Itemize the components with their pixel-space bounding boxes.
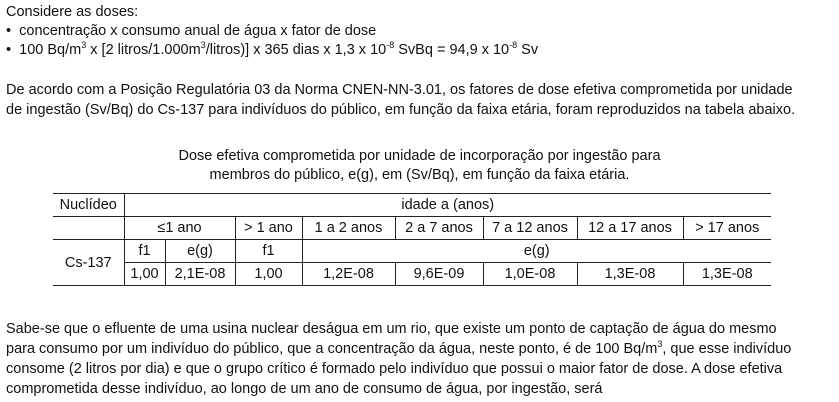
t: /litros)] x 365 dias x 1,3 x 10 — [205, 42, 387, 58]
value-cell: 9,6E-09 — [395, 263, 483, 286]
value-cell: 1,0E-08 — [483, 263, 577, 286]
age-group: 2 a 7 anos — [395, 217, 483, 240]
t: para consumo por um indivíduo do público, que a concentração da água, neste ponto, é de 100 Bq/m — [6, 341, 658, 357]
t: Sv — [517, 42, 539, 58]
table-caption-1: Dose efetiva comprometida por unidade de incorporação por ingestão para — [178, 148, 661, 164]
t: x [2 litros/1.000m — [86, 42, 201, 58]
sub-eg: e(g) — [302, 240, 771, 263]
table-caption-2: membros do público, e(g), em (Sv/Bq), em função da faixa etária. — [209, 167, 630, 183]
sub-eg: e(g) — [165, 240, 235, 263]
t: 3 — [200, 40, 206, 50]
para2-line3: consome (2 litros por dia) e que o grupo crítico é formado pelo indivíduo que possui o maior fator de dose. A dose efetiva — [6, 361, 783, 377]
para1-line1: De acordo com a Posição Regulatória 03 da Norma CNEN-NN-3.01, os fatores de dose efetiva comprometida por unidade — [6, 82, 793, 98]
age-header: idade a (anos) — [124, 194, 771, 217]
nuclide-header: Nuclídeo — [53, 194, 124, 217]
t: -8 — [386, 40, 395, 50]
t: 100 Bq/m — [19, 42, 82, 58]
t: SvBq = 94,9 x 10 — [394, 42, 510, 58]
value-cell: 1,00 — [235, 263, 302, 286]
value-cell: 1,00 — [124, 263, 165, 286]
value-cell: 1,2E-08 — [302, 263, 395, 286]
bullet-1: • concentração x consumo anual de água x fator de dose — [6, 23, 377, 39]
bullet-1-text: concentração x consumo anual de água x fator de dose — [19, 23, 377, 39]
para2-line1: Sabe-se que o efluente de uma usina nuclear deságua em um rio, que existe um ponto de captação de água do mesmo — [6, 321, 777, 337]
empty-cell — [53, 217, 124, 240]
age-group: 12 a 17 anos — [577, 217, 683, 240]
para1-line2: de ingestão (Sv/Bq) do Cs-137 para indivíduos do público, em função da faixa etária, foram reproduzidos na tabela abaixo. — [6, 102, 796, 118]
sub-f1: f1 — [124, 240, 165, 263]
intro-heading: Considere as doses: — [6, 4, 139, 20]
t: , que esse indivíduo — [662, 341, 792, 357]
value-cell: 2,1E-08 — [165, 263, 235, 286]
value-cell: 1,3E-08 — [577, 263, 683, 286]
nuclide-name: Cs-137 — [53, 240, 124, 286]
age-group: ≤1 ano — [124, 217, 235, 240]
age-group: > 1 ano — [235, 217, 302, 240]
age-group: > 17 anos — [683, 217, 771, 240]
age-group: 1 a 2 anos — [302, 217, 395, 240]
value-cell: 1,3E-08 — [683, 263, 771, 286]
para2-line4: comprometida desse indivíduo, ao longo de um ano de consumo de água, por ingestão, será — [6, 381, 603, 397]
para2-line2 — [6, 339, 791, 359]
age-group: 7 a 12 anos — [483, 217, 577, 240]
t: -8 — [509, 40, 518, 50]
dose-table — [53, 193, 771, 286]
t: 3 — [657, 339, 663, 349]
sub-f1: f1 — [235, 240, 302, 263]
bullet-2: • 100 $Bq/m^3$ x [2 litros/$1.000m^3/litros$)] x 365 dias x 1,3 x $10^{-8}$ SvBq = 94,9 x $10^{-8}$ Sv — [6, 40, 539, 58]
t: 3 — [81, 40, 87, 50]
